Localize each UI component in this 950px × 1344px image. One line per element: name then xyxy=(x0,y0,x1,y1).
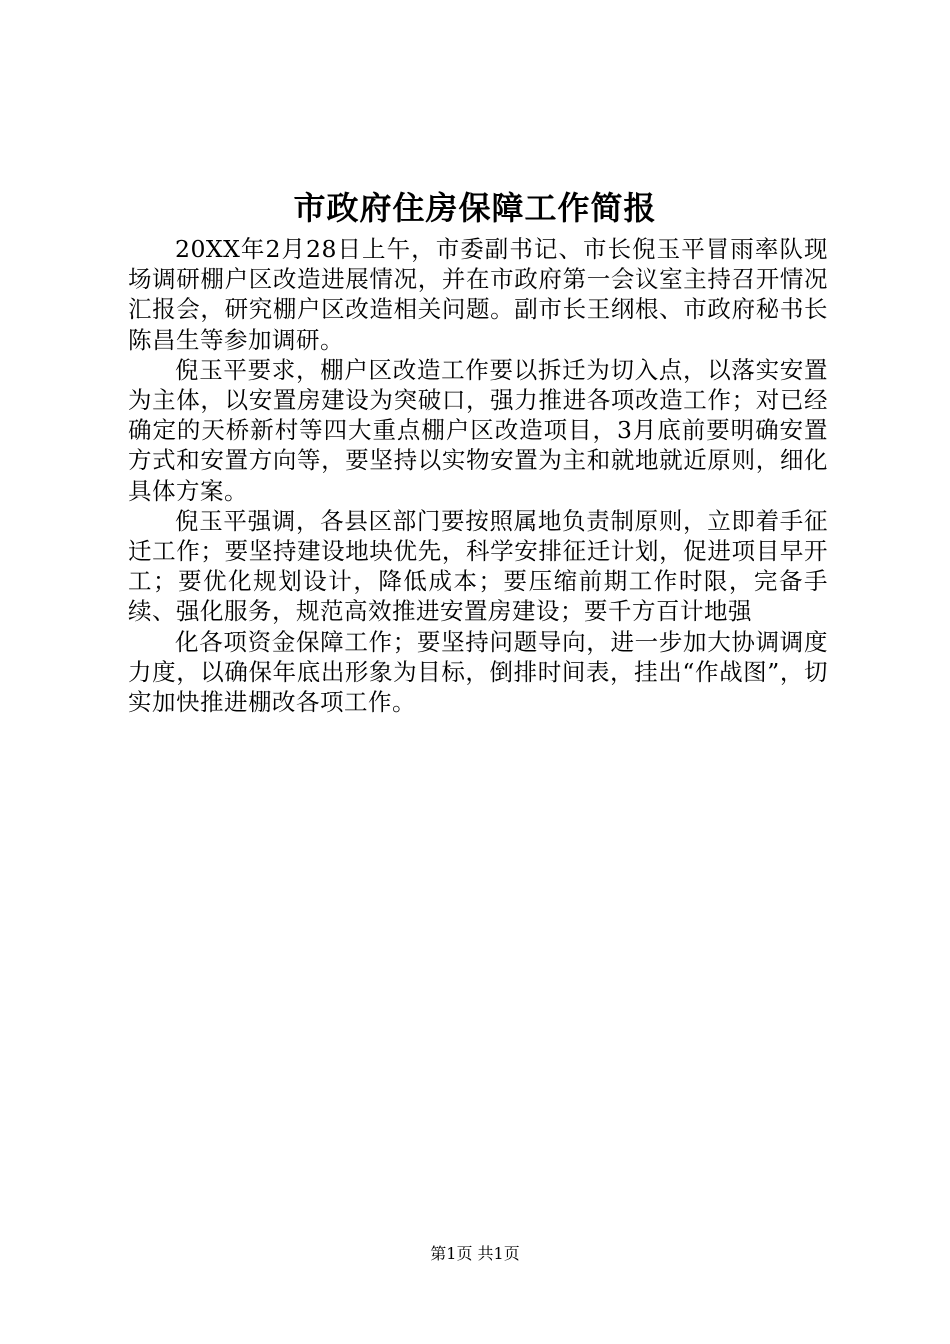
document-body xyxy=(128,234,828,717)
paragraph: 化各项资金保障工作；要坚持问题导向，进一步加大协调调度力度，以确保年底出形象为目标，倒排时间表，挂出“作战图”，切实加快推进棚改各项工作。 xyxy=(128,627,828,717)
page-footer: 第1页 共1页 xyxy=(430,1244,520,1263)
paragraph: 倪玉平要求，棚户区改造工作要以拆迁为切入点，以落实安置为主体，以安置房建设为突破口，强力推进各项改造工作；对已经确定的天桥新村等四大重点棚户区改造项目，3月底前要明确安置方式和安置方向等，要坚持以实物安置为主和就地就近原则，细化具体方案。 xyxy=(128,355,828,505)
paragraph: 20XX年2月28日上午，市委副书记、市长倪玉平冒雨率队现场调研棚户区改造进展情况，并在市政府第一会议室主持召开情况汇报会，研究棚户区改造相关问题。副市长王纲根、市政府秘书长陈昌生等参加调研。 xyxy=(128,235,828,354)
paragraph: 倪玉平强调，各县区部门要按照属地负责制原则，立即着手征迁工作；要坚持建设地块优先，科学安排征迁计划，促进项目早开工；要优化规划设计，降低成本；要压缩前期工作时限，完备手续、强化服务，规范高效推进安置房建设；要千方百计地强 xyxy=(128,506,828,626)
document-title: 市政府住房保障工作简报 xyxy=(293,189,657,227)
